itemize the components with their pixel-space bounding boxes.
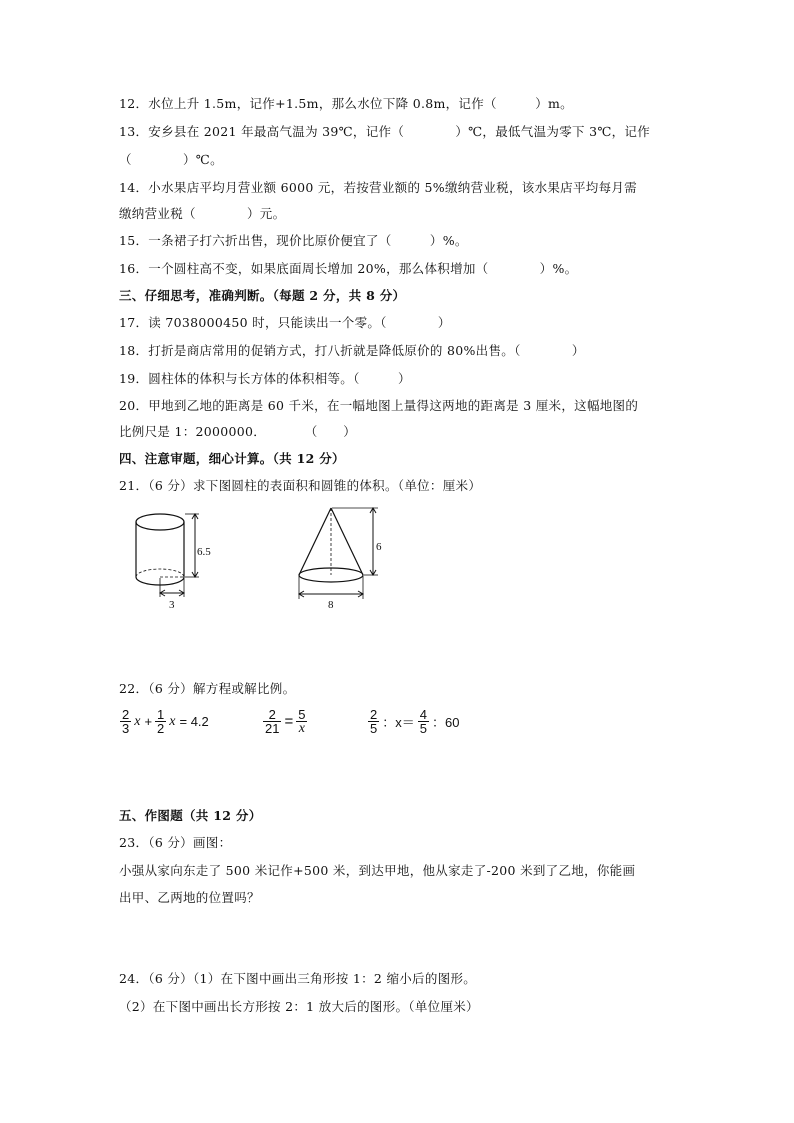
equation-1-rhs: = 4.2	[179, 714, 209, 729]
var-x: x	[169, 713, 176, 729]
question-17: 17．读 7038000450 时，只能读出一个零。（ ）	[119, 315, 451, 330]
equation-3-rhs: ：60	[431, 715, 460, 730]
equation-2	[262, 708, 308, 735]
question-24-line1: 24．（6 分）（1）在下图中画出三角形按 1：2 缩小后的图形。	[119, 971, 477, 986]
question-20-line1: 20．甲地到乙地的距离是 60 千米，在一幅地图上量得这两地的距离是 3 厘米，这幅地图的	[119, 398, 639, 413]
question-23-title: 23．（6 分）画图：	[119, 835, 232, 850]
var-x: x	[134, 713, 141, 729]
fraction-two-twentyfirsts: $\frac{2}{21}$	[265, 707, 280, 736]
fraction-two-fifths: $\frac{2}{5}$	[370, 707, 378, 736]
fraction-one-half: $\frac{1}{2}$	[157, 707, 165, 736]
cone-left-edge	[299, 508, 331, 575]
cone-diameter-label: 8	[328, 599, 334, 611]
question-18: 18．打折是商店常用的促销方式，打八折就是降低原价的 80%出售。（ ）	[119, 343, 585, 358]
question-14-line2: 缴纳营业税（ ）元。	[119, 206, 286, 221]
section-4-heading: 四、注意审题，细心计算。（共 12 分）	[119, 451, 345, 466]
question-21: 21．（6 分）求下图圆柱的表面积和圆锥的体积。（单位：厘米）	[119, 478, 482, 493]
question-23-line2: 出甲、乙两地的位置吗？	[119, 890, 260, 905]
cylinder-bottom-back	[136, 569, 184, 577]
fraction-two-thirds: $\frac{2}{3}$	[122, 707, 130, 736]
cylinder-height-label: 6.5	[197, 546, 211, 558]
question-14-line1: 14．小水果店平均月营业额 6000 元，若按营业额的 5%缴纳营业税，该水果店平均每月需	[119, 180, 637, 195]
question-22: 22．（6 分）解方程或解比例。	[119, 681, 296, 696]
section-3-heading: 三、仔细思考，准确判断。（每题 2 分，共 8 分）	[119, 288, 406, 303]
question-15: 15．一条裙子打六折出售，现价比原价便宜了（ ）%。	[119, 233, 468, 248]
question-12: 12．水位上升 1.5m，记作+1.5m，那么水位下降 0.8m，记作（ ）m。	[119, 96, 573, 111]
question-20-line2: 比例尺是 1：2000000． （ ）	[119, 424, 356, 439]
question-13-line1: 13．安乡县在 2021 年最高气温为 39℃，记作（ ）℃，最低气温为零下 3℃，记作	[119, 124, 651, 139]
equation-1	[119, 708, 211, 735]
question-16: 16．一个圆柱高不变，如果底面周长增加 20%，那么体积增加（ ）%。	[119, 261, 578, 276]
plus-sign: +	[144, 714, 153, 729]
cone-right-edge	[331, 508, 363, 575]
ratio-mid: ：x＝	[382, 715, 415, 730]
cylinder-top-ellipse	[136, 514, 184, 530]
question-19: 19．圆柱体的体积与长方体的体积相等。（ ）	[119, 371, 411, 386]
cone-figure	[292, 505, 402, 613]
equals-sign: =	[284, 713, 294, 730]
fraction-four-fifths: $\frac{4}{5}$	[419, 707, 427, 736]
question-24-line2: （2）在下图中画出长方形按 2：1 放大后的图形。（单位厘米）	[119, 999, 479, 1014]
cone-height-label: 6	[376, 541, 382, 553]
cylinder-radius-label: 3	[169, 599, 175, 611]
fraction-five-over-x: $\frac{5}{x}$	[298, 707, 306, 736]
question-13-line2: （ ）℃。	[119, 152, 223, 167]
equation-3	[367, 708, 461, 735]
section-5-heading: 五、作图题（共 12 分）	[119, 808, 262, 823]
question-23-line1: 小强从家向东走了 500 米记作+500 米，到达甲地，他从家走了-200 米到了乙地，你能画	[119, 863, 636, 878]
cylinder-figure	[125, 505, 230, 615]
